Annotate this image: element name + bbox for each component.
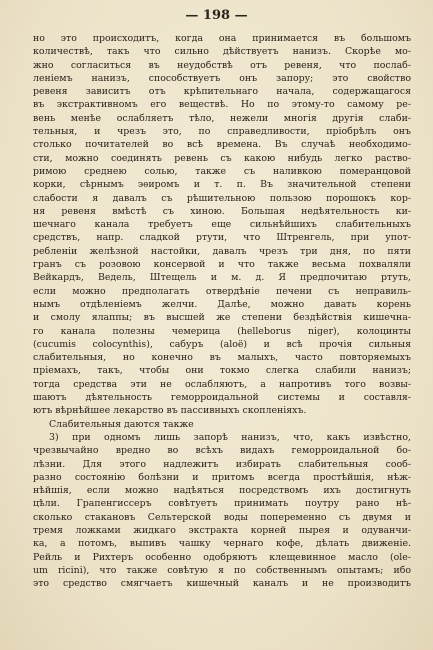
text-line: но это происходитъ, когда она принимается въ большомъ (33, 33, 411, 44)
text-line: ка, а потомъ, выпивъ чашку чернаго кофе, дѣлать движеніе. (33, 538, 411, 550)
text-line: лѣзни. Для этого надлежитъ избирать слабительныя сооб- (33, 458, 411, 470)
text-line: столько почитателей во всѣ времена. Въ случаѣ необходимо- (33, 139, 411, 151)
text-line: количествѣ, такъ что сильно дѣйствуетъ нанизъ. Скорѣе мо- (33, 46, 411, 58)
text-line: цѣли. Грапенгиссеръ совѣтуетъ принимать поутру рано нѣ- (33, 498, 411, 510)
text-line: 3) при одномъ лишь запорѣ нанизъ, что, какъ извѣстно, (49, 431, 411, 443)
text-line: го канала полезны чемерица (helleborus niger), колоцинты (33, 325, 411, 337)
text-line: Вейкардъ, Ведель, Штещель и м. д. Я предпочитаю ртуть, (33, 272, 411, 284)
text-line: это средство смягчаетъ кишечный каналъ и не производитъ (33, 578, 411, 590)
text-line: нымъ отдѣленіемъ желчи. Далѣе, можно давать корень (33, 298, 411, 310)
text-line: ня ревеня вмѣстѣ съ хиною. Большая недѣятельность ки- (33, 205, 411, 217)
text-line: Слабительныя даются также (49, 418, 194, 430)
text-line: um ricini), что также совѣтую я по собственнымъ опытамъ; ибо (33, 564, 411, 576)
text-line: шаютъ дѣятельность геморроидальной системы и составля- (33, 392, 411, 404)
text-line: сти, можно соединять ревень съ какою нибудь легко раство- (33, 152, 411, 164)
text-line: леніемъ нанизъ, способствуетъ онъ запору; это свойство (33, 72, 411, 84)
text-line: и смолу ялаппы; въ высшей же степени бездѣйствія кишечна- (33, 312, 411, 324)
text-line: римою среднею солью, также съ наливкою померанцовой (33, 165, 411, 177)
text-line: нѣйшія, если можно надѣяться посредствомъ ихъ достигнуть (33, 485, 411, 497)
text-line: ревеня зависитъ отъ крѣпительнаго начала, содержащагося (33, 86, 411, 98)
text-line: средствъ, напр. сладкой ртути, что Штренгель, при упот- (33, 232, 411, 244)
text-line: чрезвычайно вредно во всѣхъ видахъ геморроидальной бо- (33, 445, 411, 457)
text-line: жно согласиться въ неудобствѣ отъ ревеня, что послаб- (33, 59, 411, 71)
text-line: гранъ съ розовою консервой и что также весьма похваляли (33, 259, 411, 271)
text-line: тогда средства эти не ослабляютъ, а напротивъ того возвы- (33, 378, 411, 390)
text-line: разно состоянію болѣзни и притомъ всегда простѣйшія, нѣж- (33, 471, 411, 483)
body-text (33, 32, 411, 590)
text-line: (cucumis colocynthis), сабуръ (aloë) и всѣ прочія сильныя (33, 338, 411, 350)
text-line: тремя ложками жидкаго экстракта корней пырея и одуванчи- (33, 524, 411, 536)
text-line: шечнаго канала требуетъ еще сильнѣйшихъ слабительныхъ (33, 219, 411, 231)
text-line: ютъ вѣрнѣйшее лекарство въ пассивныхъ скопленіяхъ. (33, 405, 307, 417)
text-line: если можно предполагать отвердѣніе печени съ неправиль- (33, 285, 411, 297)
text-line: вень менѣе ослабляетъ тѣло, нежели многія другія слаби- (33, 112, 411, 124)
page-number: — 198 — (185, 8, 248, 23)
text-line: слабительныя, но конечно въ малыхъ, часто повторяемыхъ (33, 352, 411, 364)
text-line: ребленіи желѣзной настойки, давалъ чрезъ три дня, по пяти (33, 245, 411, 257)
text-line: Рейль и Рихтеръ особенно одобряютъ клещевинное масло (ole- (33, 551, 411, 563)
text-line: сколько стакановъ Сельтерской воды попеременно съ двумя и (33, 511, 411, 523)
text-line: тельныя, и чрезъ это, по справедливости, пріобрѣлъ онъ (33, 126, 411, 138)
text-line: слабости я давалъ съ рѣшительною пользою порошокъ кор- (33, 192, 411, 204)
text-line: пріемахъ, такъ, чтобы они токмо слегка слабили нанизъ; (33, 365, 411, 377)
text-line: въ экстрактивномъ его веществѣ. Но по этому-то самому ре- (33, 99, 411, 111)
text-line: корки, сѣрнымъ эѳиромъ и т. п. Въ значительной степени (33, 179, 411, 191)
